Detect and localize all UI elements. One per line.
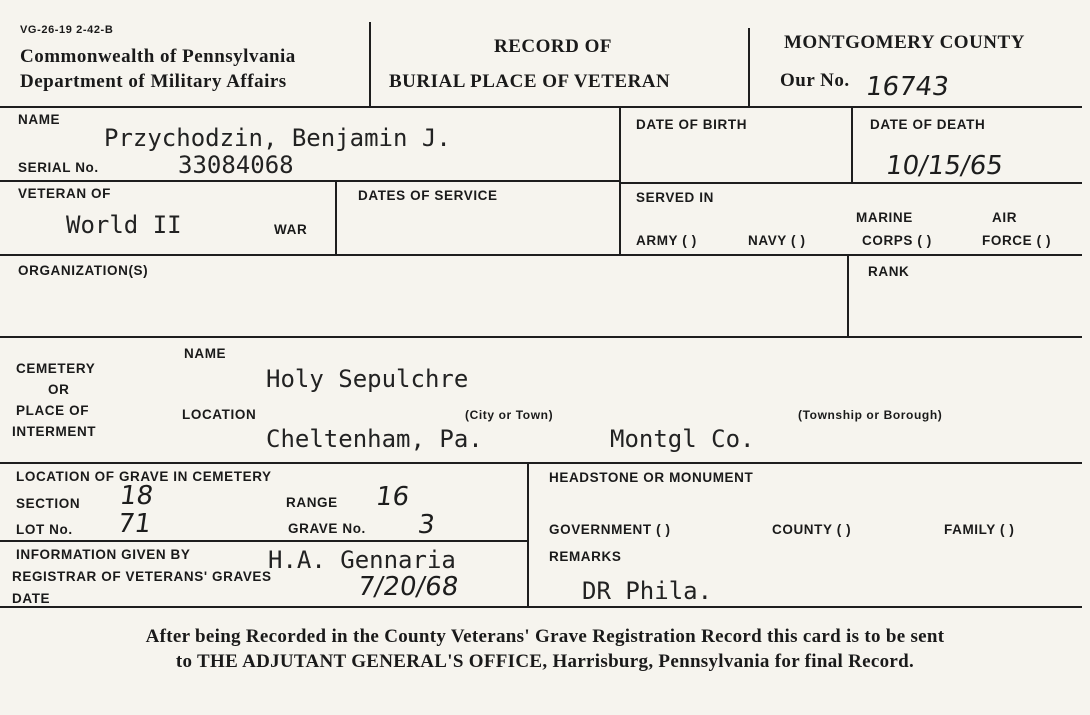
divider — [0, 180, 619, 182]
county-heading: MONTGOMERY COUNTY — [784, 32, 1025, 53]
name-label: NAME — [18, 112, 61, 127]
dates-of-service-label: DATES OF SERVICE — [358, 188, 498, 203]
veteran-of-value: World II — [66, 211, 182, 239]
divider — [0, 462, 1082, 464]
divider — [621, 182, 1082, 184]
date-of-death-value: 10/15/65 — [883, 151, 1005, 181]
rank-label: RANK — [868, 264, 910, 279]
cemetery-name-value: Holy Sepulchre — [266, 365, 469, 393]
air-force-option: FORCE ( ) — [982, 233, 1052, 248]
cemetery-label-3: PLACE OF — [16, 403, 90, 418]
location-label: LOCATION — [182, 407, 257, 422]
location-city-value: Cheltenham, Pa. — [266, 425, 483, 453]
township-or-borough-label: (Township or Borough) — [798, 408, 943, 422]
lot-no-label: LOT No. — [16, 522, 73, 537]
divider — [527, 464, 529, 606]
cemetery-label-2: OR — [48, 382, 70, 397]
city-or-town-label: (City or Town) — [465, 408, 554, 422]
department-line: Department of Military Affairs — [20, 71, 287, 92]
veteran-of-label: VETERAN OF — [18, 186, 112, 201]
date-label: DATE — [12, 591, 51, 606]
divider — [847, 256, 849, 336]
organizations-label: ORGANIZATION(S) — [18, 263, 149, 278]
divider — [748, 28, 750, 106]
government-option: GOVERNMENT ( ) — [549, 522, 671, 537]
title-line-2: BURIAL PLACE OF VETERAN — [389, 71, 671, 92]
serial-no-label: SERIAL No. — [18, 160, 99, 175]
divider — [0, 606, 1082, 608]
date-of-death-label: DATE OF DEATH — [870, 117, 986, 132]
divider — [369, 22, 371, 106]
title-line-1: RECORD OF — [494, 36, 612, 57]
divider — [619, 108, 621, 254]
footer-line-1: After being Recorded in the County Veterans' Grave Registration Record this card is to be sent — [145, 626, 945, 647]
our-no-value: 16743 — [863, 72, 951, 102]
grave-location-label: LOCATION OF GRAVE IN CEMETERY — [16, 469, 272, 484]
lot-no-value: 71 — [115, 509, 154, 539]
range-value: 16 — [373, 482, 412, 512]
remarks-value: DR Phila. — [582, 577, 713, 605]
cemetery-label-4: INTERMENT — [12, 424, 97, 439]
county-option: COUNTY ( ) — [772, 522, 852, 537]
date-of-birth-label: DATE OF BIRTH — [636, 117, 748, 132]
grave-no-value: 3 — [415, 510, 437, 540]
air-label: AIR — [992, 210, 1018, 225]
our-no-label: Our No. — [780, 70, 850, 91]
divider — [0, 336, 1082, 338]
divider — [0, 540, 527, 542]
headstone-label: HEADSTONE OR MONUMENT — [549, 470, 754, 485]
section-value: 18 — [117, 481, 156, 511]
range-label: RANGE — [286, 495, 338, 510]
navy-option: NAVY ( ) — [748, 233, 806, 248]
marine-corps-option: CORPS ( ) — [862, 233, 932, 248]
cemetery-label-1: CEMETERY — [16, 361, 96, 376]
army-option: ARMY ( ) — [636, 233, 697, 248]
grave-no-label: GRAVE No. — [288, 521, 366, 536]
location-township-value: Montgl Co. — [610, 425, 755, 453]
divider — [0, 106, 1082, 108]
registrar-label: REGISTRAR OF VETERANS' GRAVES — [12, 569, 272, 584]
divider — [335, 182, 337, 254]
divider — [851, 108, 853, 182]
divider — [0, 254, 1082, 256]
info-given-by-value: H.A. Gennaria — [268, 546, 456, 574]
form-code: VG-26-19 2-42-B — [20, 24, 114, 36]
served-in-label: SERVED IN — [636, 190, 714, 205]
serial-no-value: 33084068 — [178, 151, 294, 179]
war-label: WAR — [274, 222, 308, 237]
remarks-label: REMARKS — [549, 549, 622, 564]
info-given-by-label: INFORMATION GIVEN BY — [16, 547, 191, 562]
date-value: 7/20/68 — [355, 572, 461, 602]
section-label: SECTION — [16, 496, 81, 511]
cemetery-name-label: NAME — [184, 346, 227, 361]
veteran-name-value: Przychodzin, Benjamin J. — [104, 124, 451, 152]
marine-label: MARINE — [856, 210, 913, 225]
state-line: Commonwealth of Pennsylvania — [20, 46, 296, 67]
family-option: FAMILY ( ) — [944, 522, 1015, 537]
footer-line-2: to THE ADJUTANT GENERAL'S OFFICE, Harrisburg, Pennsylvania for final Record. — [175, 651, 915, 672]
